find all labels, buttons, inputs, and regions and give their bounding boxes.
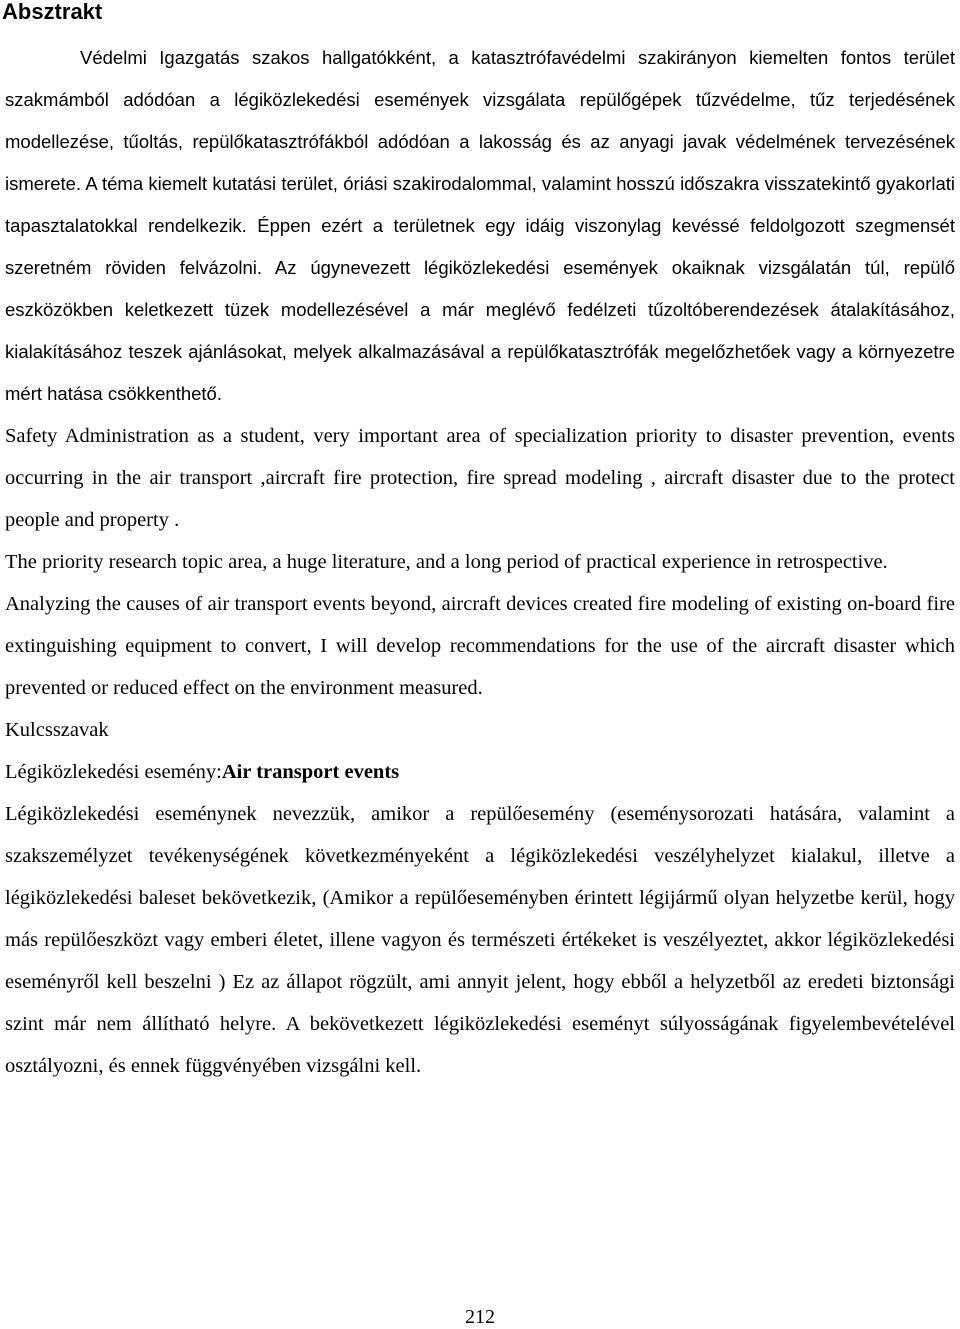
term-title [5, 751, 955, 793]
abstract-heading: Absztrakt [2, 0, 103, 24]
term-hungarian: Légiközlekedési esemény: [5, 761, 222, 783]
keywords-heading: Kulcsszavak [5, 719, 109, 741]
term-definition-paragraph: Légiközlekedési eseménynek nevezzük, amikor a repülőesemény (eseménysorozati hatására, valamint a szakszemélyzet tevékenységének következményeként a légiközlekedési veszélyhelyzet kialakul, illetve a légiközlekedési baleset bekövetkezik, (Amikor a repülőeseményben érintett légijármű olyan helyzetbe kerül, hogy más repülőeszközt vagy emberi életet, illene vagyon és természeti értékeket is veszélyeztet, akkor légiközlekedési eseményről kell beszelni ) Ez az állapot rögzült, ami annyit jelent, hogy ebből a helyzetből az eredeti biztonsági szint már nem állítható helyre. A bekövetkezett légiközlekedési eseményt súlyosságának figyelembevételével osztályozni, és ennek függvényében vizsgálni kell. [5, 803, 955, 1077]
abstract-english-paragraph-3: Analyzing the causes of air transport events beyond, aircraft devices created fire modeling of existing on-board fire extinguishing equipment to convert, I will develop recommendations for the use of the aircraft disaster which prevented or reduced effect on the environment measured. [5, 593, 955, 699]
abstract-body [5, 37, 955, 1087]
abstract-english-paragraph-1: Safety Administration as a student, very important area of specialization priority to disaster prevention, events occurring in the air transport ,aircraft fire protection, fire spread modeling , aircraft disaster due to the protect people and property . [5, 425, 955, 531]
abstract-english-paragraph-2: The priority research topic area, a huge literature, and a long period of practical experience in retrospective. [5, 551, 888, 573]
page-number: 212 [465, 1306, 495, 1328]
term-english: Air transport events [221, 761, 400, 783]
abstract-hungarian-paragraph: Védelmi Igazgatás szakos hallgatókként, a katasztrófavédelmi szakirányon kiemelten fontos terület szakmámból adódóan a légiközlekedési események vizsgálata repülőgépek tűzvédelme, tűz terjedésének modellezése, tűoltás, repülőkatasztrófákból adódóan a lakosság és az anyagi javak védelmének tervezésének ismerete. A téma kiemelt kutatási terület, óriási szakirodalommal, valamint hosszú időszakra visszatekintő gyakorlati tapasztalatokkal rendelkezik. Éppen ezért a területnek egy idáig viszonylag kevéssé feldolgozott szegmensét szeretném röviden felvázolni. Az úgynevezett légiközlekedési események okaiknak vizsgálatán túl, repülő eszközökben keletkezett tüzek modellezésével a már meglévő fedélzeti tűzoltóberendezések átalakításához, kialakításához teszek ajánlásokat, melyek alkalmazásával a repülőkatasztrófák megelőzhetőek vagy a környezetre mért hatása csökkenthető. [5, 47, 955, 404]
